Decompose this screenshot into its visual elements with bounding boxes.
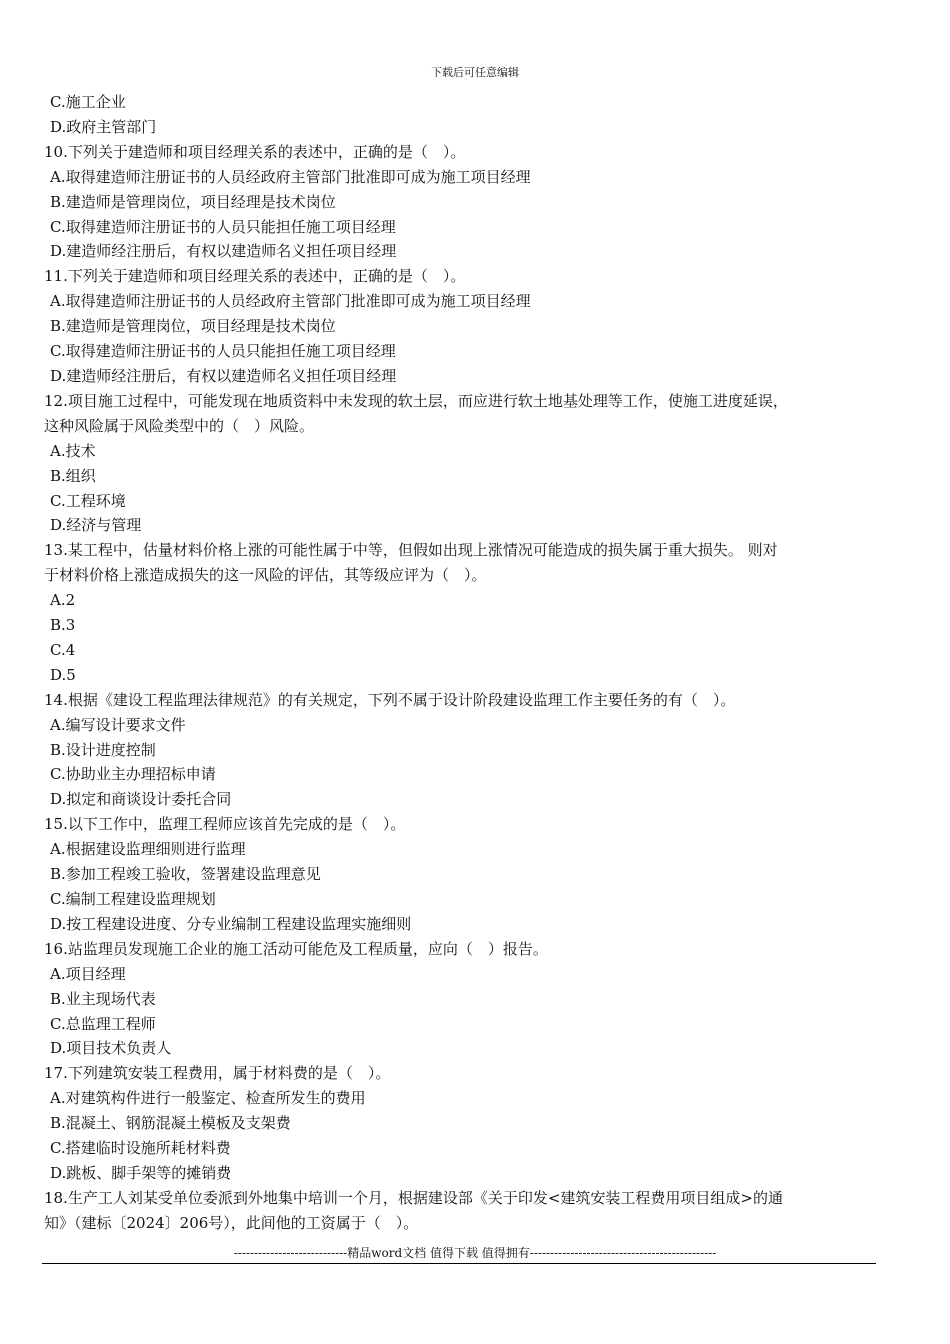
answer-option: A.项目经理	[50, 964, 126, 983]
answer-option: A.取得建造师注册证书的人员经政府主管部门批准即可成为施工项目经理	[50, 292, 531, 311]
answer-option: B.设计进度控制	[50, 740, 156, 759]
answer-option: C.总监理工程师	[50, 1014, 156, 1033]
answer-option: D.5	[50, 665, 76, 684]
question-text: 12.项目施工过程中，可能发现在地质资料中未发现的软土层，而应进行软土地基处理等工作，使施工进度延误，	[44, 391, 788, 410]
answer-option: C.4	[50, 640, 76, 659]
answer-option: A.编写设计要求文件	[50, 715, 186, 734]
answer-option: B.业主现场代表	[50, 989, 156, 1008]
question-text: 于材料价格上涨造成损失的这一风险的评估，其等级应评为（ ）。	[44, 566, 487, 585]
answer-option: D.按工程建设进度、分专业编制工程建设监理实施细则	[50, 914, 412, 933]
answer-option: C.工程环境	[50, 491, 126, 510]
question-text: 14.根据《建设工程监理法律规范》的有关规定，下列不属于设计阶段建设监理工作主要任务的有（ ）。	[44, 690, 736, 709]
answer-option: B.建造师是管理岗位，项目经理是技术岗位	[50, 192, 336, 211]
question-text: 17.下列建筑安装工程费用，属于材料费的是（ ）。	[44, 1064, 391, 1083]
answer-option: B.3	[50, 616, 76, 635]
answer-option: A.技术	[50, 441, 96, 460]
answer-option: A.2	[50, 591, 76, 610]
question-text: 这种风险属于风险类型中的（ ）风险。	[44, 416, 315, 435]
answer-option: D.拟定和商谈设计委托合同	[50, 790, 232, 809]
answer-option: C.搭建临时设施所耗材料费	[50, 1139, 231, 1158]
answer-option: A.取得建造师注册证书的人员经政府主管部门批准即可成为施工项目经理	[50, 167, 531, 186]
answer-option: C.协助业主办理招标申请	[50, 765, 216, 784]
answer-option: A.根据建设监理细则进行监理	[50, 840, 246, 859]
answer-option: D.项目技术负责人	[50, 1039, 172, 1058]
answer-option: C.取得建造师注册证书的人员只能担任施工项目经理	[50, 342, 396, 361]
answer-option: B.混凝土、钢筋混凝土模板及支架费	[50, 1114, 291, 1133]
answer-option: C.编制工程建设监理规划	[50, 890, 216, 908]
page-footer: ----------------------------精品word文档 值得下载 值得拥有----------------------------------------------	[233, 1246, 717, 1260]
question-text: 13.某工程中，估量材料价格上涨的可能性属于中等，但假如出现上涨情况可能造成的损失属于重大损失。 则对	[44, 541, 778, 560]
question-text: 知》（建标〔2024〕206号），此间他的工资属于（ ）。	[44, 1213, 419, 1232]
answer-option: A.对建筑构件进行一般鉴定、检查所发生的费用	[50, 1089, 366, 1108]
page-header: 下载后可任意编辑	[431, 66, 519, 79]
answer-option: D.政府主管部门	[50, 117, 157, 136]
answer-option: C.取得建造师注册证书的人员只能担任施工项目经理	[50, 217, 396, 236]
question-text: 16.站监理员发现施工企业的施工活动可能危及工程质量，应向（ ）报告。	[44, 939, 548, 958]
question-text: 15.以下工作中，监理工程师应该首先完成的是（ ）。	[44, 815, 406, 834]
footer-divider	[42, 1263, 876, 1264]
answer-option: D.跳板、脚手架等的摊销费	[50, 1163, 232, 1182]
answer-option: B.组织	[50, 466, 96, 485]
question-text: 18.生产工人刘某受单位委派到外地集中培训一个月，根据建设部《关于印发<建筑安装工程费用项目组成>的通	[44, 1188, 783, 1207]
question-text: 11.下列关于建造师和项目经理关系的表述中，正确的是（ ）。	[44, 267, 466, 286]
answer-option: D.建造师经注册后，有权以建造师名义担任项目经理	[50, 366, 397, 385]
answer-option: D.建造师经注册后，有权以建造师名义担任项目经理	[50, 242, 397, 261]
answer-option: D.经济与管理	[50, 516, 142, 535]
document-body	[44, 90, 874, 1236]
question-text: 10.下列关于建造师和项目经理关系的表述中，正确的是（ ）。	[44, 142, 466, 161]
answer-option: B.参加工程竣工验收，签署建设监理意见	[50, 865, 321, 884]
answer-option: C.施工企业	[50, 93, 126, 111]
answer-option: B.建造师是管理岗位，项目经理是技术岗位	[50, 317, 336, 336]
